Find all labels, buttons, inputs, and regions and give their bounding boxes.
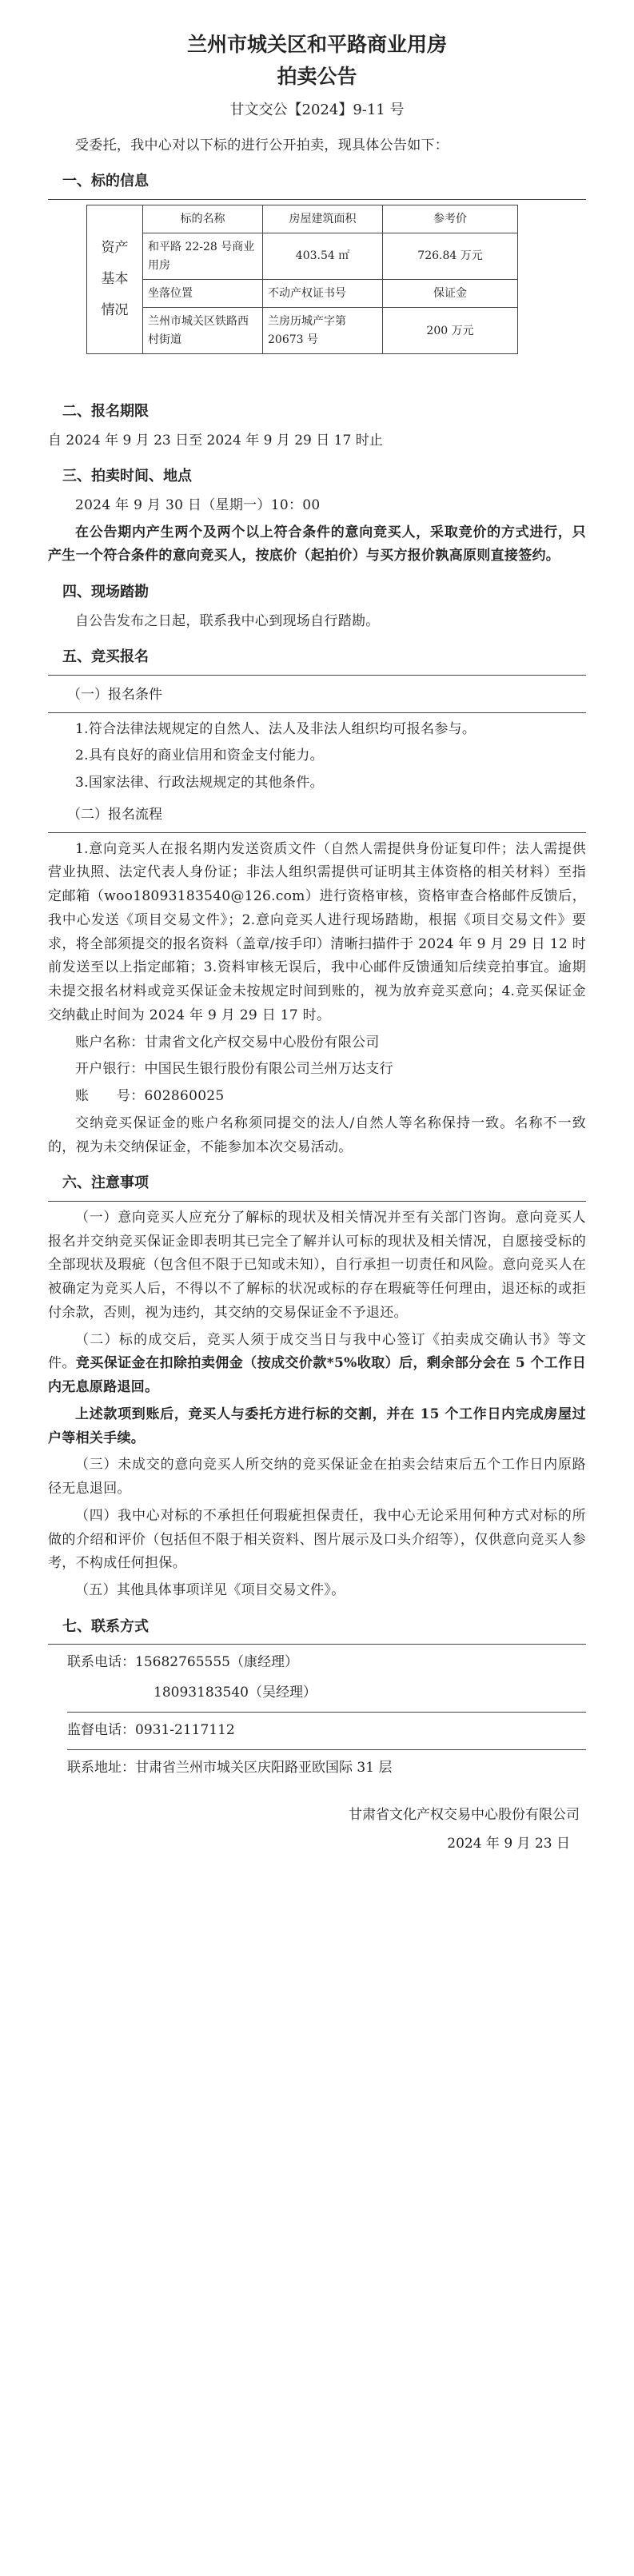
divider xyxy=(48,199,586,200)
registration-period: 自 2024 年 9 月 23 日至 2024 年 9 月 29 日 17 时止 xyxy=(48,432,383,449)
asset-side-label: 资产 基本 情况 xyxy=(87,205,143,353)
account-name: 账户名称：甘肃省文化产权交易中心股份有限公司 xyxy=(75,1034,380,1051)
asset-info-table xyxy=(86,205,518,354)
cell-cert-value: 兰房历城产字第 20673 号 xyxy=(263,308,383,354)
section-6-heading: 六、注意事项 xyxy=(62,1174,149,1192)
condition-2: 2.具有良好的商业信用和资金支付能力。 xyxy=(75,748,324,764)
divider xyxy=(67,1712,586,1713)
contact-phone-2: 18093183540（吴经理） xyxy=(154,1685,317,1701)
contact-block xyxy=(67,1651,586,1780)
account-note: 交纳竞买保证金的账户名称须同提交的法人/自然人等名称保持一致。名称不一致的，视为未交纳保证金，不能参加本次交易活动。 xyxy=(48,1115,586,1155)
bank-name: 开户银行：中国民生银行股份有限公司兰州万达支行 xyxy=(75,1061,393,1078)
section-1-heading: 一、标的信息 xyxy=(62,173,149,190)
divider xyxy=(48,832,586,833)
section-5-heading: 五、竞买报名 xyxy=(62,648,149,666)
cell-deposit-value: 200 万元 xyxy=(383,308,518,354)
title-line-1: 兰州市城关区和平路商业用房 xyxy=(186,33,447,56)
subsection-process: （二）报名流程 xyxy=(67,806,162,823)
section-7-heading: 七、联系方式 xyxy=(62,1617,149,1635)
section-4-heading: 四、现场踏勘 xyxy=(62,584,149,601)
note-3: （三）未成交的意向竞买人所交纳的竞买保证金在拍卖会结束后五个工作日内原路径无息退回。 xyxy=(48,1457,586,1497)
divider xyxy=(48,1644,586,1645)
condition-3: 3.国家法律、行政法规规定的其他条件。 xyxy=(75,775,324,792)
divider xyxy=(48,1201,586,1202)
site-visit-text: 自公告发布之日起，联系我中心到现场自行踏勘。 xyxy=(75,612,380,629)
auction-time: 2024 年 9 月 30 日（星期一）10：00 xyxy=(75,496,321,513)
subsection-conditions: （一）报名条件 xyxy=(67,686,162,703)
title-line-2: 拍卖公告 xyxy=(277,65,357,88)
section-2-heading: 二、报名期限 xyxy=(62,403,149,421)
col-header-location: 坐落位置 xyxy=(143,279,263,307)
note-5: （五）其他具体事项详见《项目交易文件》。 xyxy=(75,1582,345,1599)
condition-1: 1.符合法律法规规定的自然人、法人及非法人组织均可报名参与。 xyxy=(75,720,476,737)
note-transfer: 上述款项到账后，竞买人与委托方进行标的交割，并在 15 个工作日内完成房屋过户等相关手续。 xyxy=(48,1406,586,1446)
note-4: （四）我中心对标的不承担任何瑕疵担保责任，我中心无论采用何种方式对标的所做的介绍和评价（包括但不限于相关资料、图片展示及口头介绍等），仅供意向竞买人参考，不构成任何担保。 xyxy=(48,1507,586,1572)
col-header-price: 参考价 xyxy=(383,205,518,233)
section-3-heading: 三、拍卖时间、地点 xyxy=(62,468,192,485)
col-header-cert: 不动产权证书号 xyxy=(263,279,383,307)
note-2: （二）标的成交后，竞买人须于成交当日与我中心签订《拍卖成交确认书》等文件。竞买保证金在扣除拍卖佣金（按成交价款*5%收取）后，剩余部分会在 5 个工作日内无息原路退回。 xyxy=(48,1331,586,1396)
account-number: 账 号：602860025 xyxy=(75,1088,225,1105)
divider xyxy=(48,712,586,713)
document-number: 甘文交公【2024】9-11 号 xyxy=(229,102,405,118)
cell-price-value: 726.84 万元 xyxy=(383,233,518,280)
divider xyxy=(67,1749,586,1750)
divider xyxy=(48,675,586,676)
intro-text: 受委托，我中心对以下标的进行公开拍卖，现具体公告如下： xyxy=(75,137,449,154)
signature-org: 甘肃省文化产权交易中心股份有限公司 xyxy=(349,1807,580,1824)
contact-address: 联系地址：甘肃省兰州市城关区庆阳路亚欧国际 31 层 xyxy=(67,1759,393,1776)
cell-area-value: 403.54 ㎡ xyxy=(263,233,383,280)
col-header-area: 房屋建筑面积 xyxy=(263,205,383,233)
supervision-phone: 监督电话：0931-2117112 xyxy=(67,1721,235,1738)
registration-process: 1.意向竞买人在报名期内发送资质文件（自然人需提供身份证复印件；法人需提供营业执照、法定代表人身份证；非法人组织需提供可证明其主体资格的相关材料）至指定邮箱（woo18093183540@126.com）进行资格审核，资格审查合格邮件反馈后，我中心发送《项目交易文件》；2.意向竞买人进行现场踏勘，根据《项目交易文件》要求，将全部须提交的报名资料（盖章/按手印）清晰扫描件于 2024 年 9 月 29 日 12 时前发送至以上指定邮箱；3.资料审核无误后，我中心邮件反馈通知后续竞拍事宜。逾期未提交报名材料或竞买保证金未按规定时间到账的，视为放弃竞买意向；4.竞买保证金交纳截止时间为 2024 年 9 月 29 日 17 时。 xyxy=(48,840,586,1023)
cell-name-value: 和平路 22-28 号商业用房 xyxy=(143,233,263,280)
contact-phone-1: 联系电话：15682765555（康经理） xyxy=(67,1654,298,1671)
note-1: （一）意向竞买人应充分了解标的现状及相关情况并至有关部门咨询。意向竞买人报名并交纳竞买保证金即表明其已完全了解并认可标的现状及相关情况，自愿接受标的全部现状及瑕疵（包含但不限于已知或未知），自行承担一切责任和风险。意向竞买人在被确定为竞买人后，不得以不了解标的状况或标的存在瑕疵等任何理由，退还标的或拒付余款，否则，视为违约，其交纳的交易保证金不予退还。 xyxy=(48,1209,586,1321)
cell-location-value: 兰州市城关区铁路西村街道 xyxy=(143,308,263,354)
col-header-deposit: 保证金 xyxy=(383,279,518,307)
signature-date: 2024 年 9 月 23 日 xyxy=(447,1836,570,1852)
auction-rule: 在公告期内产生两个及两个以上符合条件的意向竞买人，采取竞价的方式进行，只产生一个符合条件的意向竞买人，按底价（起拍价）与买方报价孰高原则直接签约。 xyxy=(48,524,586,564)
col-header-name: 标的名称 xyxy=(143,205,263,233)
